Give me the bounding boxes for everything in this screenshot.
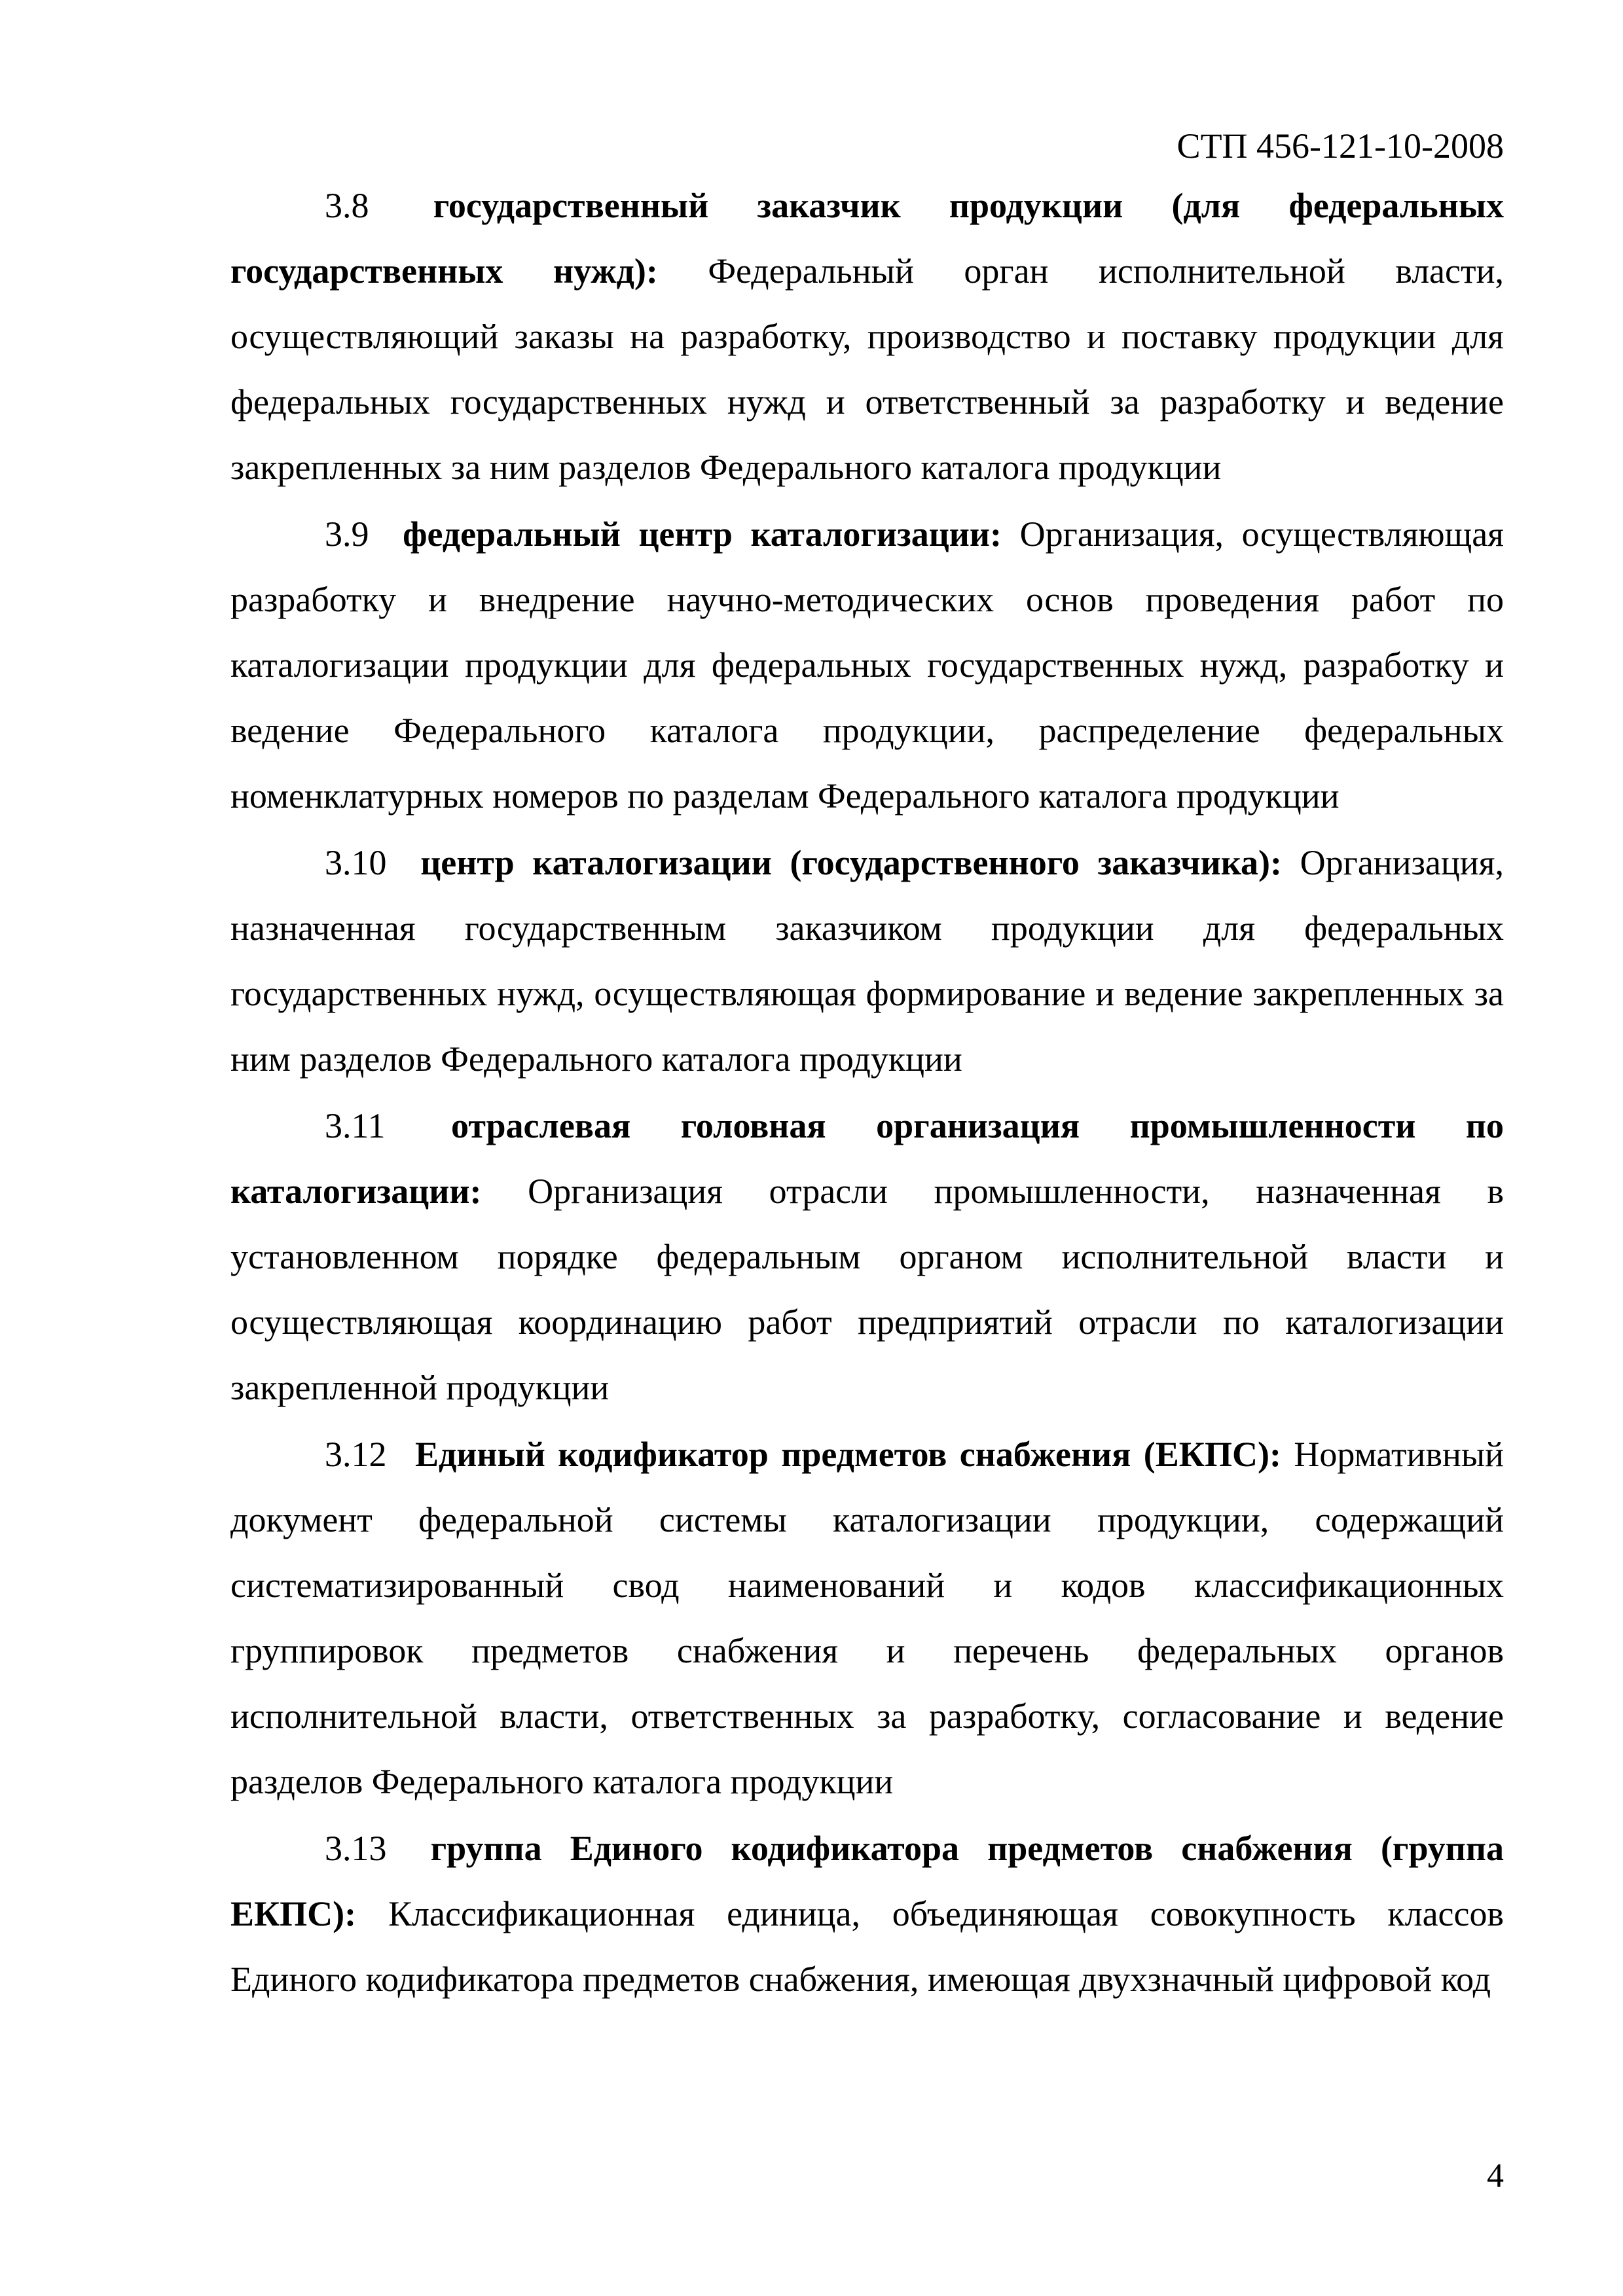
- definition-number: 3.10: [325, 843, 387, 882]
- document-code: СТП 456-121-10-2008: [1176, 126, 1504, 166]
- definition-3-10: [230, 830, 1504, 1092]
- definition-number: 3.13: [325, 1829, 387, 1868]
- definition-text: Организация, назначенная государственным заказчиком продукции для федеральных государственных нужд, осуществляющая формирование и ведение закрепленных за ним разделов Федерального каталога продукции: [230, 843, 1504, 1079]
- definition-number: 3.9: [325, 514, 369, 554]
- definition-term: государственный заказчик продукции (для федеральных государственных нужд):: [230, 186, 1504, 291]
- definition-text: Федеральный орган исполнительной власти, осуществляющий заказы на разработку, производство и поставку продукции для федеральных государственных нужд и ответственный за разработку и ведение закрепленных за ним разделов Федерального каталога продукции: [230, 251, 1504, 487]
- definition-term: центр каталогизации (государственного заказчика):: [420, 843, 1282, 882]
- definition-3-13: [230, 1816, 1504, 2012]
- definitions-body: [230, 173, 1504, 2013]
- definition-term: федеральный центр каталогизации:: [403, 514, 1002, 554]
- definition-number: 3.11: [325, 1106, 386, 1145]
- definition-text: Организация отрасли промышленности, назначенная в установленном порядке федеральным органом исполнительной власти и осуществляющая координацию работ предприятий отрасли по каталогизации закрепленной продукции: [230, 1172, 1504, 1407]
- definition-3-12: [230, 1422, 1504, 1814]
- page-number: 4: [1487, 2157, 1504, 2195]
- definition-3-11: [230, 1093, 1504, 1420]
- definition-text: Нормативный документ федеральной системы каталогизации продукции, содержащий систематизированный свод наименований и кодов классификационных группировок предметов снабжения и перечень федеральных органов исполнительной власти, ответственных за разработку, согласование и ведение разделов Федерального каталога продукции: [230, 1435, 1504, 1801]
- definition-3-8: [230, 173, 1504, 500]
- definition-term: отраслевая головная организация промышленности по каталогизации:: [230, 1106, 1504, 1211]
- definition-number: 3.8: [325, 186, 369, 225]
- definition-text: Организация, осуществляющая разработку и внедрение научно-методических основ проведения работ по каталогизации продукции для федеральных государственных нужд, разработку и ведение Федерального каталога продукции, распределение федеральных номенклатурных номеров по разделам Федерального каталога продукции: [230, 514, 1504, 816]
- definition-term: Единый кодификатор предметов снабжения (ЕКПС):: [414, 1435, 1281, 1474]
- definition-number: 3.12: [325, 1435, 387, 1474]
- definition-term: группа Единого кодификатора предметов снабжения (группа ЕКПС):: [230, 1829, 1504, 1933]
- definition-text: Классификационная единица, объединяющая совокупность классов Единого кодификатора предметов снабжения, имеющая двухзначный цифровой код: [230, 1894, 1504, 1999]
- definition-3-9: [230, 501, 1504, 829]
